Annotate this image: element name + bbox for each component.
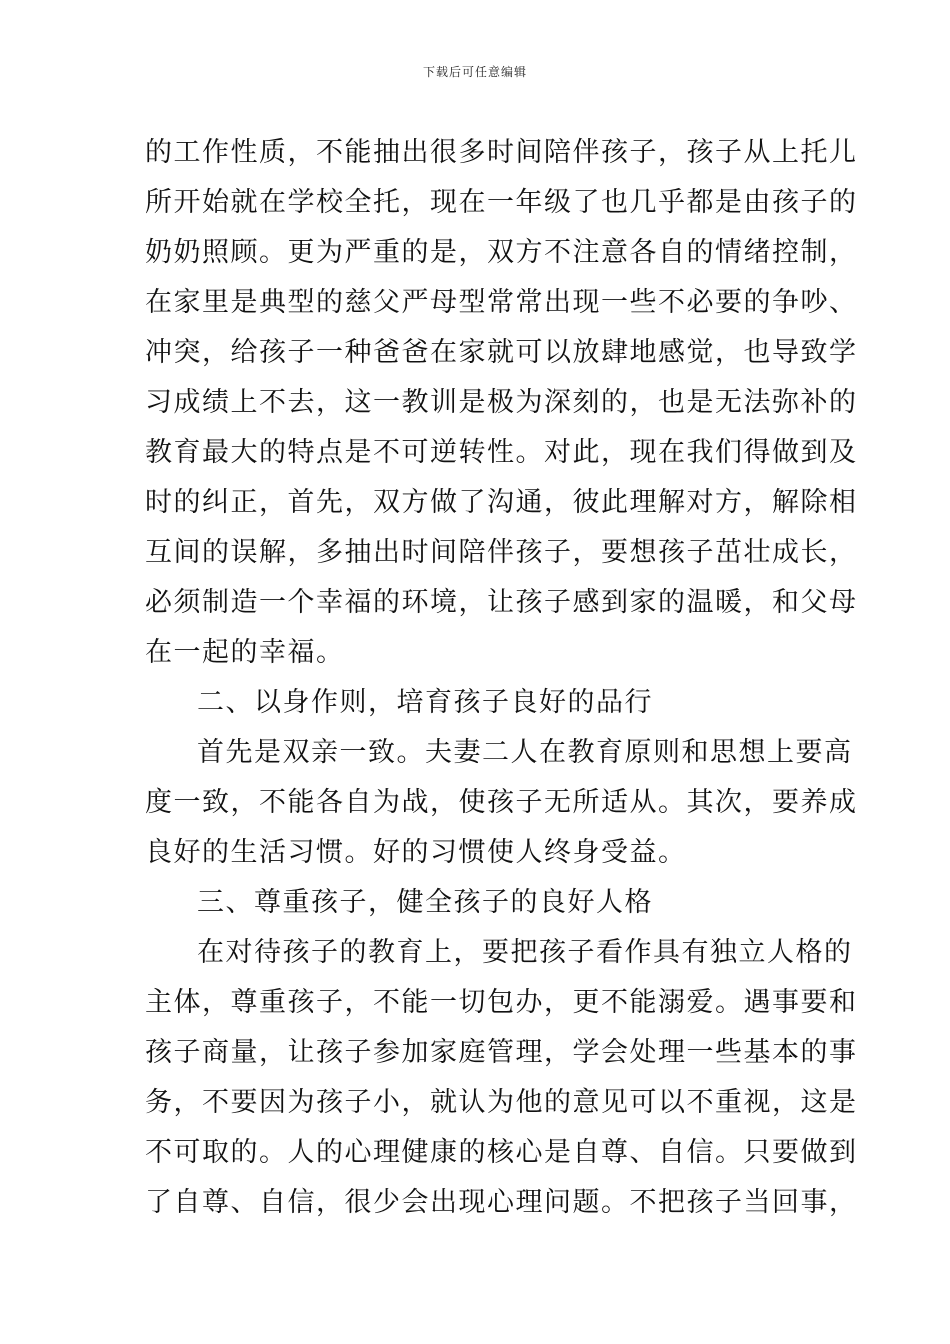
section-heading-3	[145, 878, 815, 928]
paragraph-continued	[145, 128, 858, 678]
text-line: 时的纠正，首先，双方做了沟通，彼此理解对方，解除相	[145, 487, 858, 518]
text-line: 在一起的幸福。	[145, 637, 345, 668]
text-line: 必须制造一个幸福的环境，让孩子感到家的温暖，和父母	[145, 587, 858, 618]
paragraph-section-3	[145, 928, 858, 1228]
text-line: 首先是双亲一致。夫妻二人在教育原则和思想上要高	[197, 737, 853, 768]
text-line: 了自尊、自信，很少会出现心理问题。不把孩子当回事，	[145, 1187, 858, 1218]
text-line: 习成绩上不去，这一教训是极为深刻的，也是无法弥补的	[145, 387, 858, 418]
text-line: 良好的生活习惯。好的习惯使人终身受益。	[145, 837, 687, 868]
section-heading-2	[145, 678, 815, 728]
text-line: 在家里是典型的慈父严母型常常出现一些不必要的争吵、	[145, 287, 858, 318]
text-line: 教育最大的特点是不可逆转性。对此，现在我们得做到及	[145, 437, 858, 468]
text-line: 孩子商量，让孩子参加家庭管理，学会处理一些基本的事	[145, 1037, 858, 1068]
text-line: 的工作性质，不能抽出很多时间陪伴孩子，孩子从上托儿	[145, 137, 858, 168]
text-line: 冲突，给孩子一种爸爸在家就可以放肆地感觉，也导致学	[145, 337, 858, 368]
text-line: 二、以身作则，培育孩子良好的品行	[197, 687, 653, 718]
text-line: 不可取的。人的心理健康的核心是自尊、自信。只要做到	[145, 1137, 858, 1168]
paragraph-section-2	[145, 728, 858, 878]
text-line: 度一致，不能各自为战，使孩子无所适从。其次，要养成	[145, 787, 858, 818]
document-body	[145, 128, 858, 1228]
text-line: 奶奶照顾。更为严重的是，双方不注意各自的情绪控制，	[145, 237, 858, 268]
text-line: 所开始就在学校全托，现在一年级了也几乎都是由孩子的	[145, 187, 858, 218]
text-line: 务，不要因为孩子小，就认为他的意见可以不重视，这是	[145, 1087, 858, 1118]
text-line: 主体，尊重孩子，不能一切包办，更不能溺爱。遇事要和	[145, 987, 858, 1018]
text-line: 三、尊重孩子，健全孩子的良好人格	[197, 887, 653, 918]
text-line: 在对待孩子的教育上，要把孩子看作具有独立人格的	[197, 937, 853, 968]
page-header: 下载后可任意编辑	[422, 65, 527, 79]
text-line: 互间的误解，多抽出时间陪伴孩子，要想孩子茁壮成长，	[145, 537, 858, 568]
